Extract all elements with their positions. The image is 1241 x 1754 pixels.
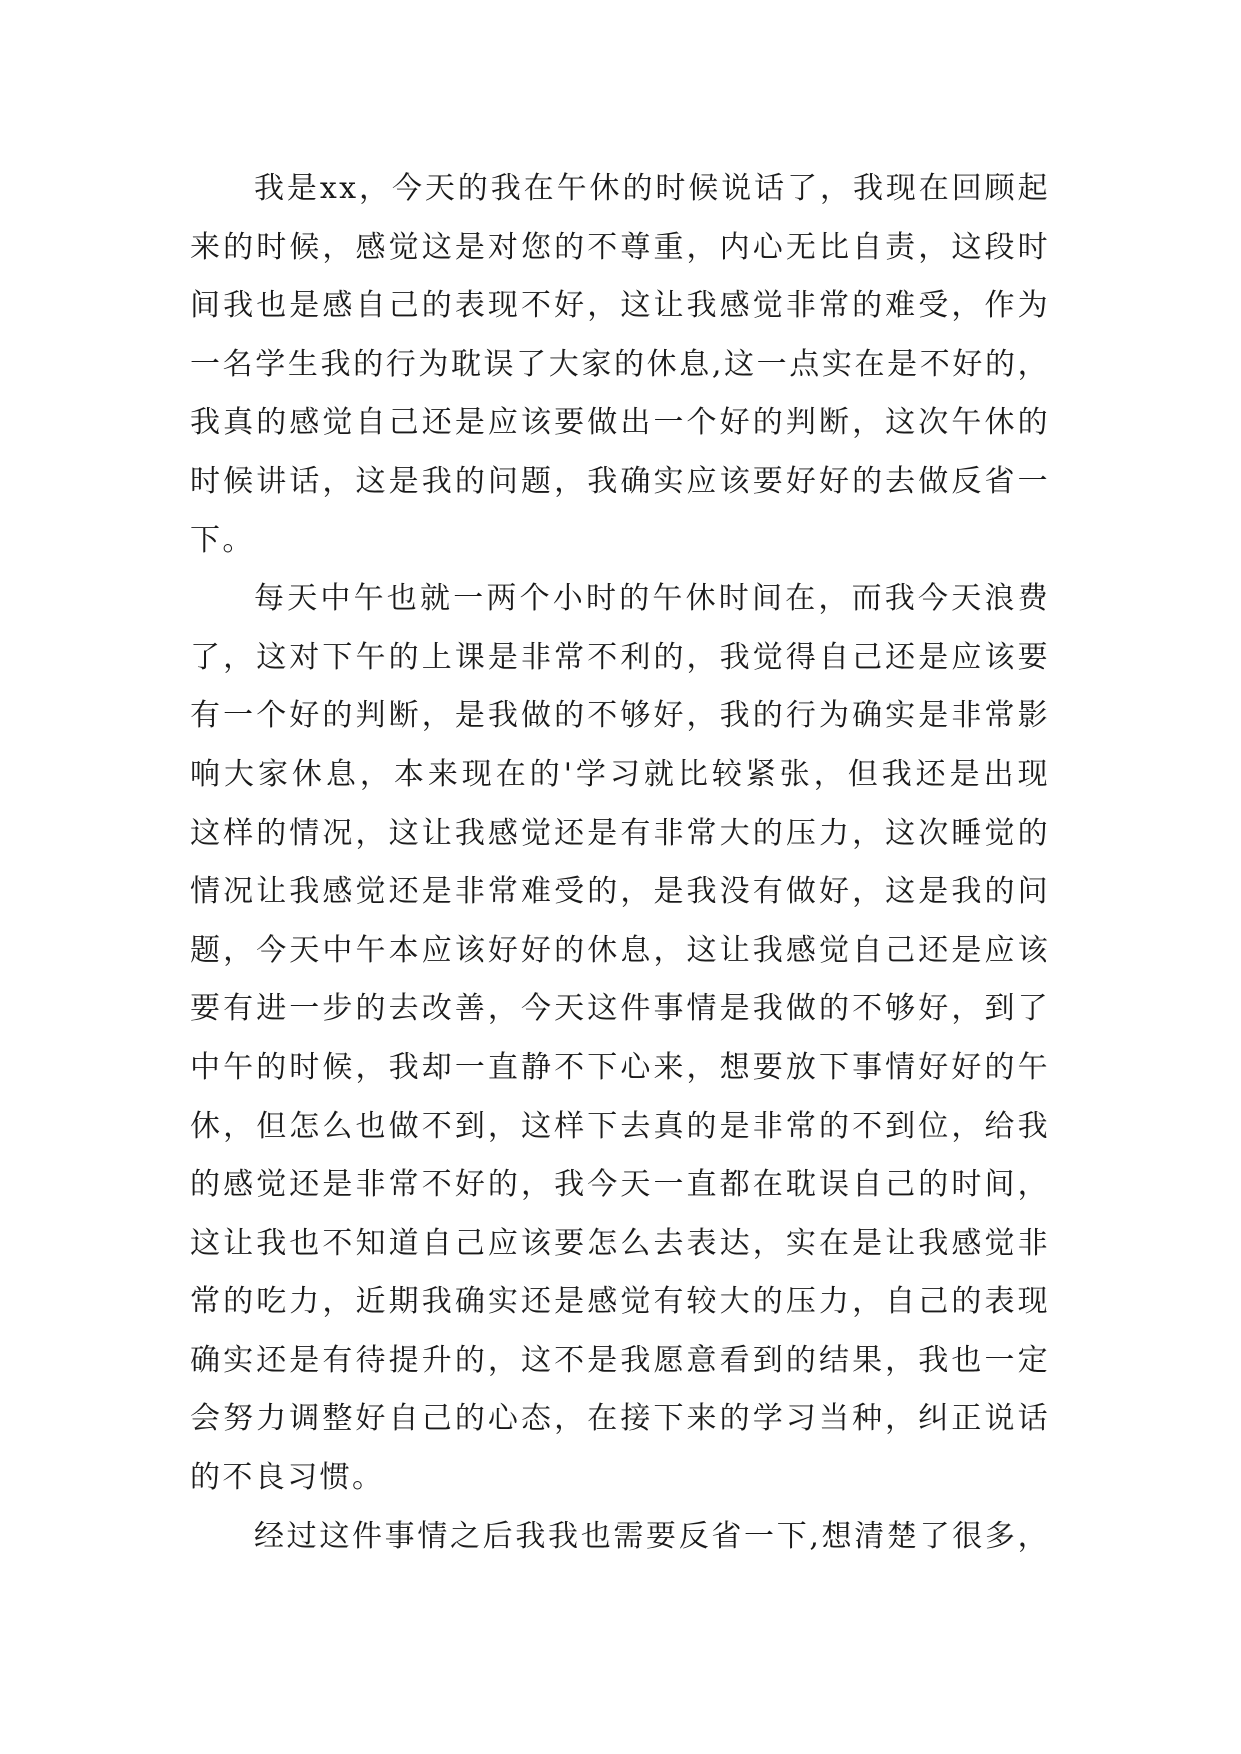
text-line: 来的时候，感觉这是对您的不尊重，内心无比自责，这段时 (190, 229, 1050, 265)
text-line: 间我也是感自己的表现不好，这让我感觉非常的难受，作为 (190, 288, 1050, 324)
document-body (190, 160, 1050, 1566)
paragraph-1 (190, 160, 1050, 570)
text-line: 情况让我感觉还是非常难受的，是我没有做好，这是我的问 (190, 874, 1050, 910)
text-line: 下。 (190, 522, 255, 558)
text-line: 休，但怎么也做不到，这样下去真的是非常的不到位，给我 (190, 1108, 1050, 1144)
text-line: 的感觉还是非常不好的，我今天一直都在耽误自己的时间， (190, 1167, 1050, 1203)
text-line: 的不良习惯。 (190, 1460, 385, 1496)
text-line: 要有进一步的去改善，今天这件事情是我做的不够好，到了 (190, 991, 1050, 1027)
text-line: 确实还是有待提升的，这不是我愿意看到的结果，我也一定 (190, 1342, 1050, 1378)
text-line: 有一个好的判断，是我做的不够好，我的行为确实是非常影 (190, 698, 1050, 734)
text-line: 了，这对下午的上课是非常不利的，我觉得自己还是应该要 (190, 639, 1050, 675)
text-line: 这样的情况，这让我感觉还是有非常大的压力，这次睡觉的 (190, 815, 1050, 851)
text-line: 一名学生我的行为耽误了大家的休息,这一点实在是不好的， (190, 346, 1050, 382)
text-line: 题，今天中午本应该好好的休息，这让我感觉自己还是应该 (190, 932, 1050, 968)
text-line: 我真的感觉自己还是应该要做出一个好的判断，这次午休的 (190, 405, 1050, 441)
text-line: 经过这件事情之后我我也需要反省一下,想清楚了很多， (254, 1518, 1050, 1554)
paragraph-3 (190, 1508, 1050, 1567)
text-line: 响大家休息，本来现在的'学习就比较紧张，但我还是出现 (190, 756, 1050, 792)
text-line: 这让我也不知道自己应该要怎么去表达，实在是让我感觉非 (190, 1225, 1050, 1261)
text-line: 会努力调整好自己的心态，在接下来的学习当种，纠正说话 (190, 1401, 1050, 1437)
text-line: 我是xx，今天的我在午休的时候说话了，我现在回顾起 (254, 171, 1050, 206)
text-line: 时候讲话，这是我的问题，我确实应该要好好的去做反省一 (190, 463, 1050, 499)
text-line: 每天中午也就一两个小时的午休时间在，而我今天浪费 (254, 581, 1050, 617)
text-line: 中午的时候，我却一直静不下心来，想要放下事情好好的午 (190, 1049, 1050, 1085)
paragraph-2 (190, 570, 1050, 1508)
text-line: 常的吃力，近期我确实还是感觉有较大的压力，自己的表现 (190, 1284, 1050, 1320)
